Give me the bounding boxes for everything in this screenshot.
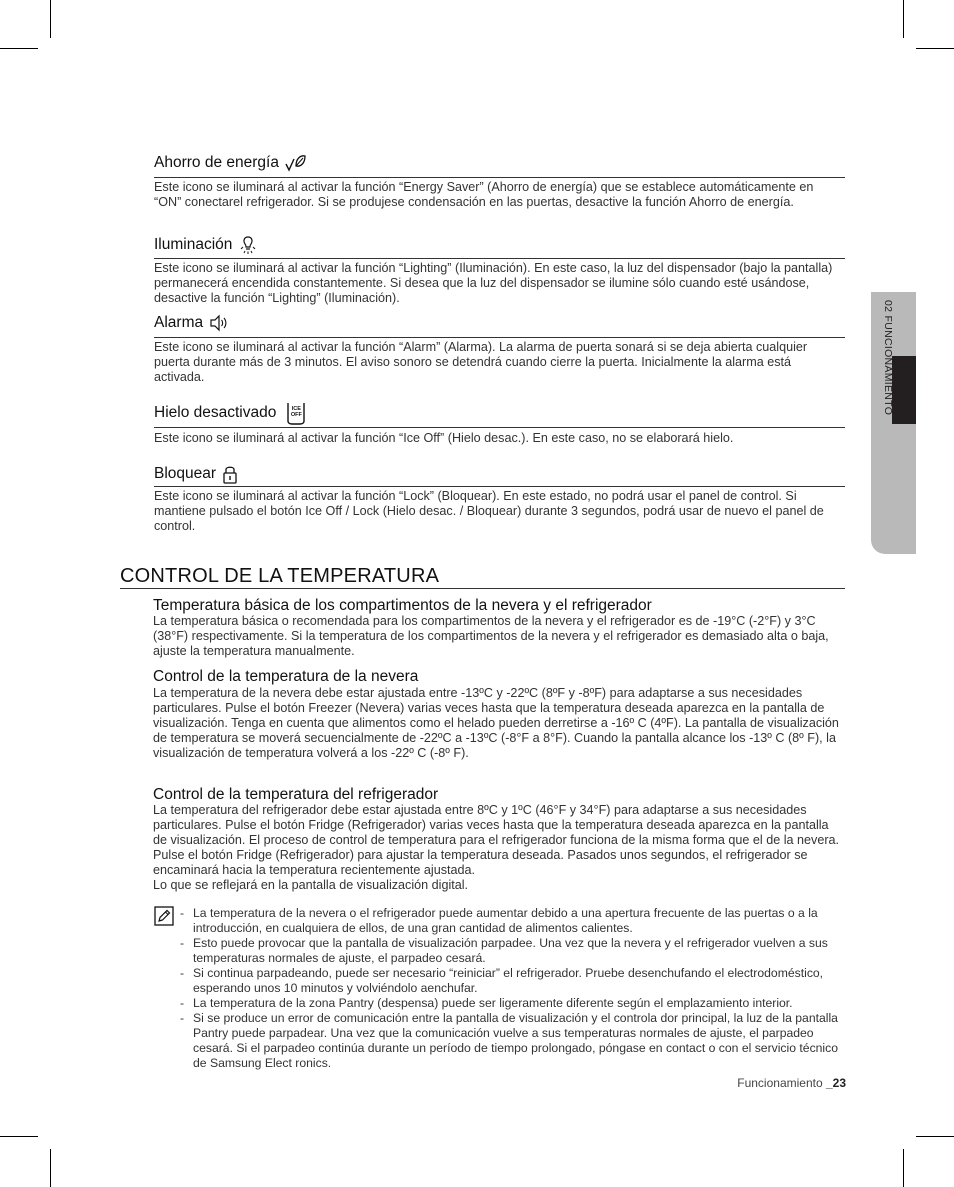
divider [154, 258, 845, 259]
alarm-text: Este icono se iluminará al activar la función “Alarm” (Alarma). La alarma de puerta sonará si se deja abierta cualquier puerta durante más de 3 minutos. El aviso sonoro se detendrá cuando cierre la puerta. Inicialmente la alarma está activada. [154, 340, 808, 384]
lock-text: Este icono se iluminará al activar la función “Lock” (Bloquear). En este estado, no podrá usar el panel de control. Si mantiene pulsado el botón Ice Off / Lock (Hielo desac. / Bloquear) durante 3 segundos, podrá usar de nuevo el panel de control. [154, 489, 824, 533]
note-list [180, 906, 848, 1071]
crop-mark [50, 1149, 51, 1187]
energy-saver-text: Este icono se iluminará al activar la función “Energy Saver” (Ahorro de energía) que se establece automáticamente en “ON” conectarel refrigerador. Si se produjese condensación en las puertas, desactive la función Ahorro de energía. [154, 180, 814, 209]
alarm-title: Alarma [154, 314, 204, 331]
divider [154, 427, 845, 428]
note-item: - La temperatura de la zona Pantry (despensa) puede ser ligeramente diferente según el emplazamiento interior. [180, 996, 848, 1011]
ice-off-icon [286, 401, 306, 425]
lighting-heading [154, 235, 258, 255]
light-bulb-icon [238, 235, 258, 255]
speaker-icon [209, 314, 229, 332]
crop-mark [0, 48, 38, 49]
note-item: - Si continua parpadeando, puede ser necesario “reiniciar” el refrigerador. Pruebe desenchufando el electrodoméstico, esperando unos 10 minutos y volviéndolo aenchufar. [180, 966, 848, 996]
crop-mark [903, 1149, 904, 1187]
divider [154, 177, 845, 178]
lighting-title: Iluminación [154, 236, 233, 253]
energy-saver-title: Ahorro de energía [154, 154, 279, 171]
alarm-heading [154, 314, 229, 332]
subsection-text-fridge: La temperatura del refrigerador debe estar ajustada entre 8ºC y 1ºC (46°F y 34°F) para adaptarse a sus necesidades particulares. Pulse el botón Fridge (Refrigerador) varias veces hasta que la temperatura deseada aparezca en la pantalla de visualización. El proceso de control de temperatura para el refrigerador funciona de la misma forma que el de la nevera. Pulse el botón Fridge (Refrigerador) para ajustar la temperatura deseada. Pasados unos segundos, el refrigerador se encaminará hacia la temperatura recientemente ajustada. [153, 803, 840, 877]
subsection-title-freezer: Control de la temperatura de la nevera [153, 668, 419, 685]
subsection-title-fridge: Control de la temperatura del refrigerador [153, 786, 439, 803]
note-item: - Si se produce un error de comunicación entre la pantalla de visualización y el controla dor principal, la luz de la pantalla Pantry puede parpadear. Una vez que la comunicación vuelve a sus temperaturas normales de ajuste, el parpadeo cesará. Si el parpadeo continúa durante un período de tiempo prolongado, póngase en contact o con el servicio técnico de Samsung Elect ronics. [180, 1011, 848, 1071]
page-number: _23 [825, 1076, 846, 1090]
section-title: CONTROL DE LA TEMPERATURA [120, 565, 440, 587]
subsection-text-basic: La temperatura básica o recomendada para los compartimentos de la nevera y el refrigerador es de -19°C (-2°F) y 3°C (38°F) respectivamente. Si la temperatura de los compartimentos de la nevera y el refrigerador es demasiado alta o baja, ajuste la temperatura manualmente. [153, 614, 829, 658]
note-pencil-icon [154, 906, 174, 926]
footer-label: Funcionamiento [737, 1076, 826, 1090]
note-item: - La temperatura de la nevera o el refrigerador puede aumentar debido a una apertura frecuente de las puertas o a la introducción, en cualquiera de ellos, de una gran cantidad de alimentos calientes. [180, 906, 848, 936]
crop-mark [903, 0, 904, 38]
crop-mark [0, 1136, 38, 1137]
divider [154, 486, 845, 487]
subsection-text-fridge-last: Lo que se reflejará en la pantalla de visualización digital. [153, 878, 469, 892]
lock-heading [154, 464, 238, 484]
crop-mark [916, 48, 954, 49]
ice-off-text: Este icono se iluminará al activar la función “Ice Off” (Hielo desac.). En este caso, no se elaborará hielo. [154, 431, 734, 445]
energy-saver-icon [285, 154, 307, 172]
side-tab-label: 02 FUNCIONAMIENTO [882, 300, 894, 416]
crop-mark [50, 0, 51, 38]
ice-off-heading [154, 401, 306, 425]
subsection-title-basic: Temperatura básica de los compartimentos de la nevera y el refrigerador [153, 597, 652, 614]
lighting-text: Este icono se iluminará al activar la función “Lighting” (Iluminación). En este caso, la luz del dispensador (bajo la pantalla) permanecerá encendida constantemente. Si desea que la luz del dispensador se ilumine sólo cuando esté usándose, desactive la función “Lighting” (Iluminación). [154, 261, 833, 305]
side-tab-marker [892, 356, 916, 424]
ice-off-icon-text: OFF [290, 412, 302, 418]
subsection-text-freezer: La temperatura de la nevera debe estar ajustada entre -13ºC y -22ºC (8ºF y -8ºF) para adaptarse a sus necesidades particulares. Pulse el botón Freezer (Nevera) varias veces hasta que la temperatura deseada aparezca en la pantalla de visualización. Tenga en cuenta que alimentos como el helado pueden derretirse a -16º C (4ºF). La pantalla de visualización de temperatura se moverá secuencialmente de -22ºC a -13ºC (-8°F a 8°F). Cuando la pantalla alcance los -13º C (8º F), la visualización de temperatura volverá a los -22º C (-8º F). [153, 686, 839, 760]
section-divider [120, 588, 845, 589]
lock-title: Bloquear [154, 465, 217, 482]
note-item: - Esto puede provocar que la pantalla de visualización parpadee. Una vez que la nevera y el refrigerador vuelven a sus temperaturas normales de ajuste, el parpadeo cesará. [180, 936, 848, 966]
page-footer [737, 1076, 846, 1090]
energy-saver-heading [154, 154, 307, 172]
lock-icon [222, 464, 238, 484]
crop-mark [916, 1136, 954, 1137]
divider [154, 337, 845, 338]
ice-off-title: Hielo desactivado [154, 404, 277, 421]
ice-off-icon-text: ICE [291, 406, 301, 412]
